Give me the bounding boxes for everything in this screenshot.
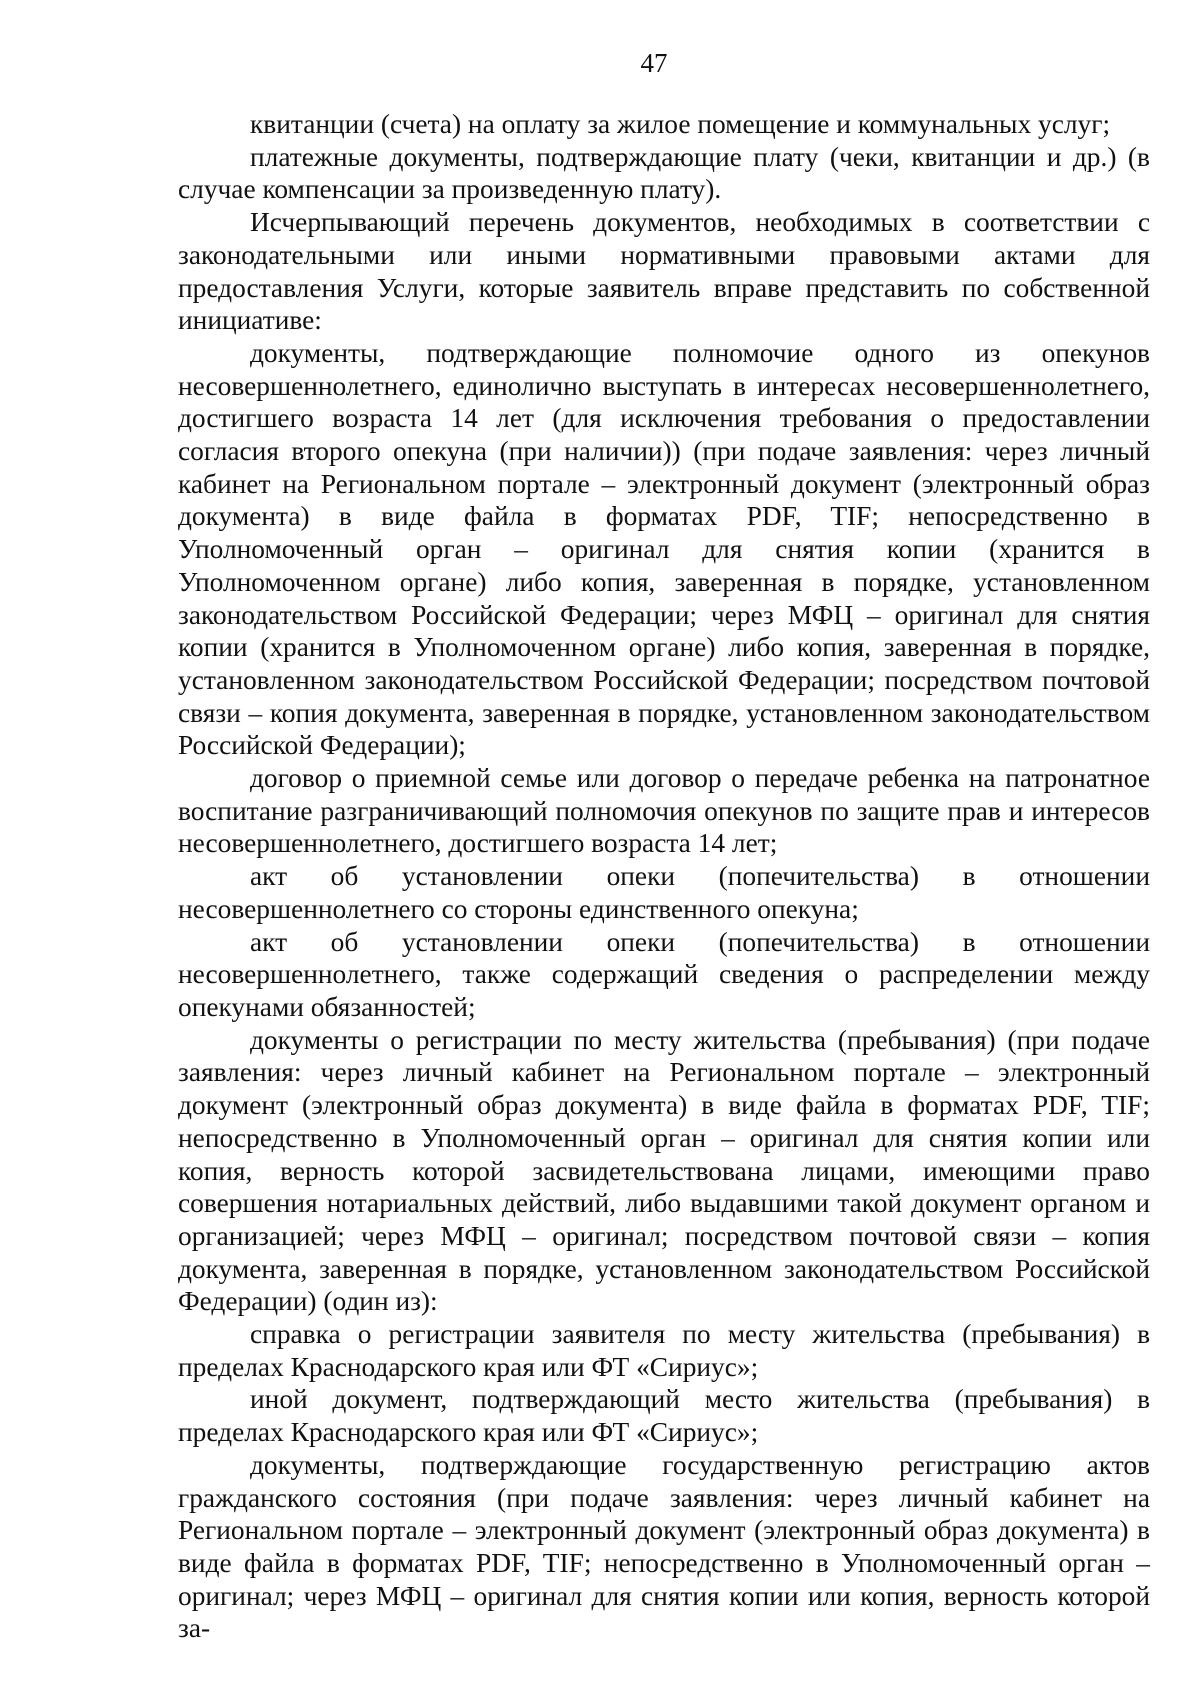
paragraph-foster-family-agreement: договор о приемной семье или договор о передаче ребенка на патронатное воспитание разграничивающий полномочия опекунов по защите прав и интересов несовершеннолетнего, достигшего возраста 14 лет; bbox=[178, 763, 1150, 859]
paragraph-exhaustive-list: Исчерпывающий перечень документов, необходимых в соответствии с законодательными или иными нормативными правовыми актами для предоставления Услуги, которые заявитель вправе представить по собственной инициативе: bbox=[178, 207, 1150, 336]
paragraph-guardianship-act-single: акт об установлении опеки (попечительства) в отношении несовершеннолетнего со стороны единственного опекуна; bbox=[178, 861, 1150, 924]
paragraph-guardian-authority-documents: документы, подтверждающие полномочие одного из опекунов несовершеннолетнего, единолично выступать в интересах несовершеннолетнего, достигшего возраста 14 лет (для исключения требования о предоставлении согласия второго опекуна (при наличии)) (при подаче заявления: через личный кабинет на Региональном портале – электронный документ (электронный образ документа) в виде файла в форматах PDF, TIF; непосредственно в Уполномоченный орган – оригинал для снятия копии (хранится в Уполномоченном органе) либо копия, заверенная в порядке, установленном законодательством Российской Федерации; через МФЦ – оригинал для снятия копии (хранится в Уполномоченном органе) либо копия, заверенная в порядке, установленном законодательством Российской Федерации; посредством почтовой связи – копия документа, заверенная в порядке, установленном законодательством Российской Федерации); bbox=[178, 337, 1150, 761]
page-number: 47 bbox=[640, 48, 668, 78]
paragraph-receipts: квитанции (счета) на оплату за жилое помещение и коммунальных услуг; bbox=[250, 109, 1111, 139]
paragraph-civil-status-documents: документы, подтверждающие государственную регистрацию актов гражданского состояния (при подаче заявления: через личный кабинет на Региональном портале – электронный документ (электронный образ документа) в виде файла в форматах PDF, TIF; непосредственно в Уполномоченный орган – оригинал; через МФЦ – оригинал для снятия копии или копия, верность которой за- bbox=[178, 1449, 1150, 1644]
paragraph-payment-documents: платежные документы, подтверждающие плату (чеки, квитанции и др.) (в случае компенсации за произведенную плату). bbox=[178, 141, 1150, 205]
paragraph-registration-certificate: справка о регистрации заявителя по месту жительства (пребывания) в пределах Краснодарского края или ФТ «Сириус»; bbox=[178, 1319, 1150, 1382]
paragraph-registration-documents: документы о регистрации по месту жительства (пребывания) (при подаче заявления: через личный кабинет на Региональном портале – электронный документ (электронный образ документа) в виде файла в форматах PDF, TIF; непосредственно в Уполномоченный орган – оригинал для снятия копии или копия, верность которой засвидетельствована лицами, имеющими право совершения нотариальных действий, либо выдавшими такой документ органом и организацией; через МФЦ – оригинал; посредством почтовой связи – копия документа, заверенная в порядке, установленном законодательством Российской Федерации) (один из): bbox=[178, 1024, 1150, 1317]
document-body bbox=[178, 108, 1150, 1645]
paragraph-other-residence-document: иной документ, подтверждающий место жительства (пребывания) в пределах Краснодарского края или ФТ «Сириус»; bbox=[178, 1384, 1150, 1448]
paragraph-guardianship-act-duties: акт об установлении опеки (попечительства) в отношении несовершеннолетнего, также содержащий сведения о распределении между опекунами обязанностей; bbox=[178, 926, 1150, 1022]
